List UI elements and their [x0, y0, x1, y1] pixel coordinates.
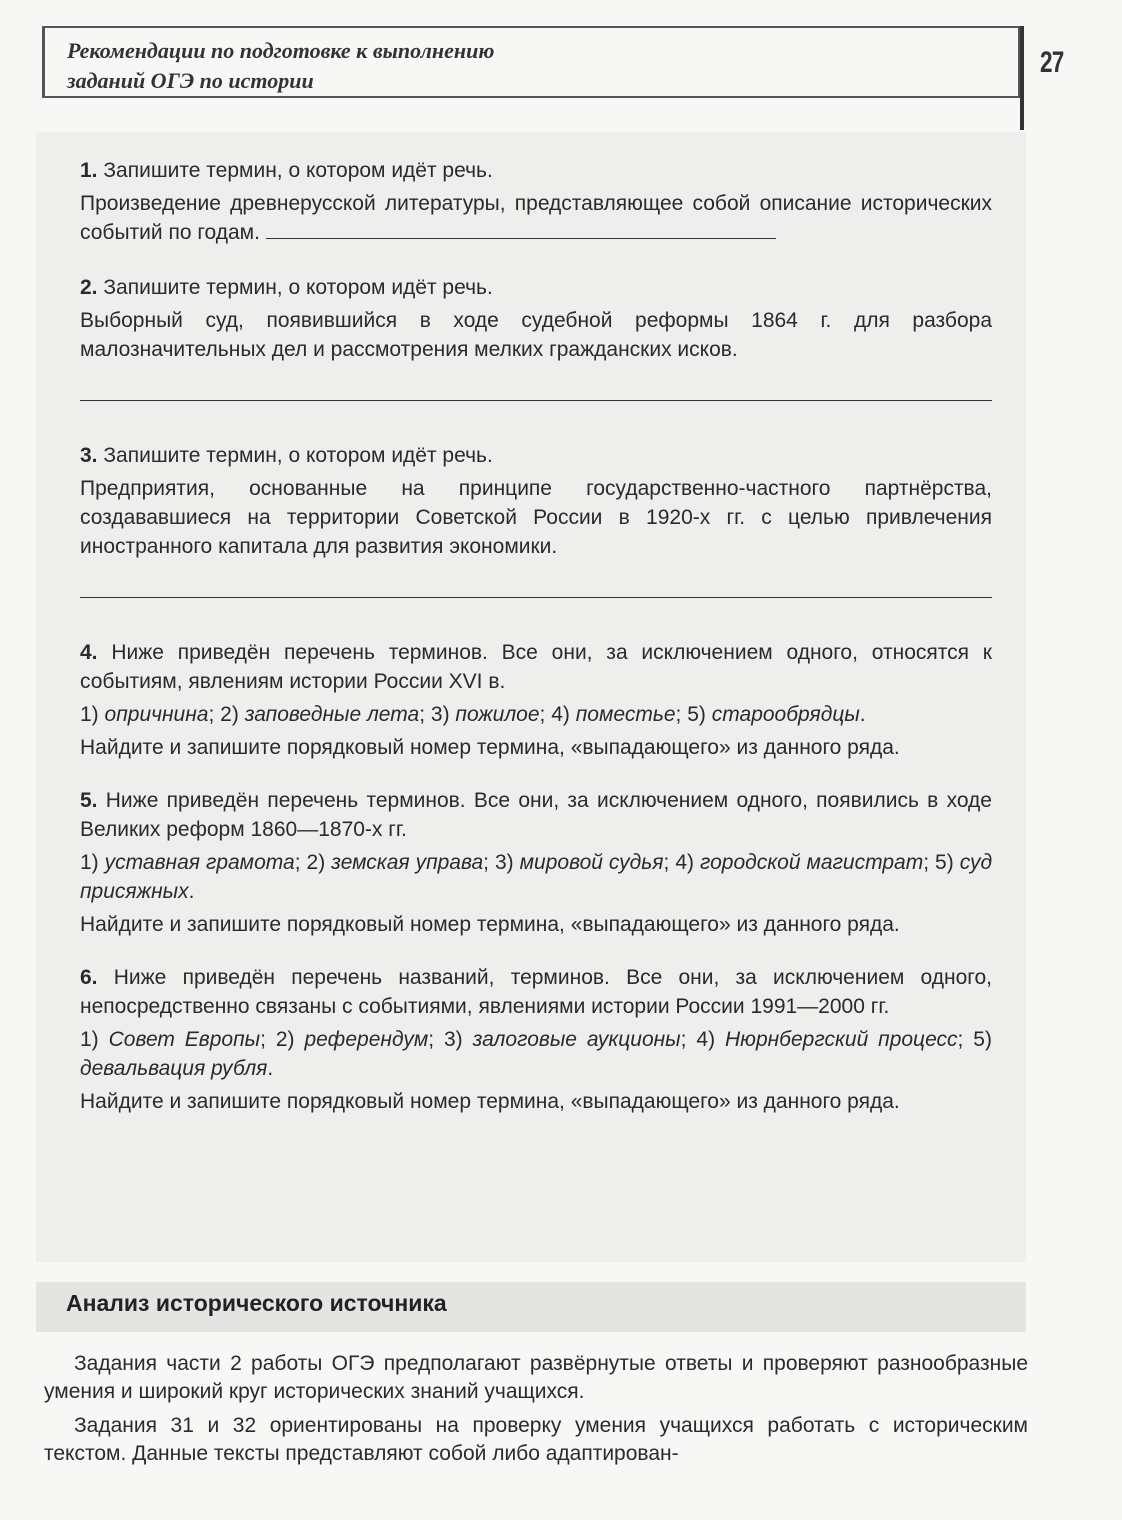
- task-options: [80, 848, 992, 906]
- option-sep: ;: [923, 851, 930, 874]
- task-instruction: Запишите термин, о котором идёт речь.: [103, 276, 493, 299]
- option-number: 1): [80, 1028, 99, 1051]
- task-question: Найдите и запишите порядковый номер термина, «выпадающего» из данного ряда.: [80, 913, 900, 936]
- option-number: 1): [80, 851, 99, 874]
- task-text: Выборный суд, появившийся в ходе судебной реформы 1864 г. для разбора малозначительных дел и рассмотрения мелких гражданских исков.: [80, 309, 992, 361]
- task-number: 3.: [80, 444, 98, 467]
- option-number: 2): [220, 703, 239, 726]
- task-number: 6.: [80, 966, 98, 989]
- option-number: 4): [551, 703, 570, 726]
- option-sep: ;: [539, 703, 546, 726]
- option-number: 3): [494, 851, 514, 874]
- option-sep: ;: [675, 703, 682, 726]
- task-instruction: Ниже приведён перечень терминов. Все они, за исключением одного, появились в ходе Великих реформ 1860—1870-х гг.: [80, 789, 992, 841]
- page-number: 27: [1040, 46, 1064, 79]
- task-instruction: Запишите термин, о котором идёт речь.: [103, 159, 493, 182]
- tasks-list: [80, 156, 992, 1134]
- option-sep: .: [188, 880, 195, 903]
- option-term: референдум: [304, 1028, 429, 1051]
- section-title: Анализ исторического источника: [66, 1290, 447, 1316]
- option-number: 4): [675, 851, 695, 874]
- option-term: девальвация рубля: [80, 1057, 268, 1080]
- tasks-panel: [36, 132, 1026, 1262]
- option-term: старообрядцы: [711, 703, 860, 726]
- task-number: 4.: [80, 641, 98, 664]
- task-number: 1.: [80, 159, 98, 182]
- option-number: 3): [430, 703, 450, 726]
- paragraph: Задания части 2 работы ОГЭ предполагают развёрнутые ответы и проверяют разнообразные умения и широкий круг исторических знаний учащихся.: [44, 1352, 1028, 1403]
- header-title-line1: Рекомендации по подготовке к выполнению: [67, 38, 495, 63]
- option-number: 4): [696, 1028, 716, 1051]
- task-4: [80, 638, 992, 762]
- task-1: [80, 156, 992, 247]
- option-term: Нюрнбергский процесс: [724, 1028, 958, 1051]
- task-number: 5.: [80, 789, 98, 812]
- section-body: [44, 1350, 1028, 1474]
- option-term: опричнина: [104, 703, 209, 726]
- task-instruction: Запишите термин, о котором идёт речь.: [103, 444, 493, 467]
- section-header-bar: [36, 1282, 1026, 1332]
- task-6: [80, 963, 992, 1116]
- option-number: 5): [687, 703, 706, 726]
- task-options: [80, 700, 992, 729]
- task-instruction: Ниже приведён перечень названий, терминов. Все они, за исключением одного, непосредственно связаны с событиями, явлениями истории России 1991—2000 гг.: [80, 966, 992, 1018]
- option-term: заповедные лета: [244, 703, 420, 726]
- option-term: суд присяжных: [80, 851, 993, 903]
- option-number: 1): [80, 703, 99, 726]
- task-question: Найдите и запишите порядковый номер термина, «выпадающего» из данного ряда.: [80, 1090, 900, 1113]
- task-number: 2.: [80, 276, 98, 299]
- option-term: городской магистрат: [700, 851, 924, 874]
- answer-line[interactable]: [266, 237, 776, 239]
- option-term: пожилое: [455, 703, 540, 726]
- option-number: 5): [935, 851, 954, 874]
- task-3: [80, 441, 992, 598]
- task-2: [80, 273, 992, 401]
- header-vertical-rule: [1020, 26, 1024, 130]
- task-question: Найдите и запишите порядковый номер термина, «выпадающего» из данного ряда.: [80, 736, 900, 759]
- option-term: уставная грамота: [104, 851, 295, 874]
- option-sep: ;: [663, 851, 670, 874]
- option-term: мировой судья: [519, 851, 664, 874]
- option-term: поместье: [575, 703, 676, 726]
- option-sep: ;: [957, 1028, 964, 1051]
- header-title: [67, 36, 767, 96]
- option-number: 2): [275, 1028, 295, 1051]
- task-text: Произведение древнерусской литературы, представляющее собой описание исторических событий по годам.: [80, 192, 992, 244]
- header-box: [42, 26, 1020, 98]
- option-term: Совет Европы: [108, 1028, 261, 1051]
- task-5: [80, 786, 992, 939]
- option-number: 2): [306, 851, 326, 874]
- task-options: [80, 1025, 992, 1083]
- option-number: 3): [443, 1028, 463, 1051]
- option-sep: ;: [294, 851, 301, 874]
- answer-line[interactable]: [80, 597, 992, 598]
- option-sep: ;: [428, 1028, 435, 1051]
- answer-line[interactable]: [80, 400, 992, 401]
- option-term: залоговые аукционы: [472, 1028, 681, 1051]
- option-sep: ;: [260, 1028, 266, 1051]
- option-sep: ;: [483, 851, 490, 874]
- option-sep: .: [859, 703, 866, 726]
- option-term: земская управа: [331, 851, 484, 874]
- option-number: 5): [973, 1028, 992, 1051]
- header-title-line2: заданий ОГЭ по истории: [67, 68, 314, 93]
- task-text: Предприятия, основанные на принципе государственно-частного партнёрства, создававшиеся на территории Советской России в 1920-х гг. с целью привлечения иностранного капитала для развития экономики.: [80, 477, 992, 558]
- option-sep: ;: [680, 1028, 687, 1051]
- paragraph: Задания 31 и 32 ориентированы на проверку умения учащихся работать с историческим текстом. Данные тексты представляют собой либо адаптирован-: [44, 1414, 1028, 1465]
- option-sep: ;: [419, 703, 426, 726]
- option-sep: .: [267, 1057, 274, 1080]
- task-instruction: Ниже приведён перечень терминов. Все они, за исключением одного, относятся к событиям, явлениям истории России XVI в.: [80, 641, 992, 693]
- option-sep: ;: [208, 703, 215, 726]
